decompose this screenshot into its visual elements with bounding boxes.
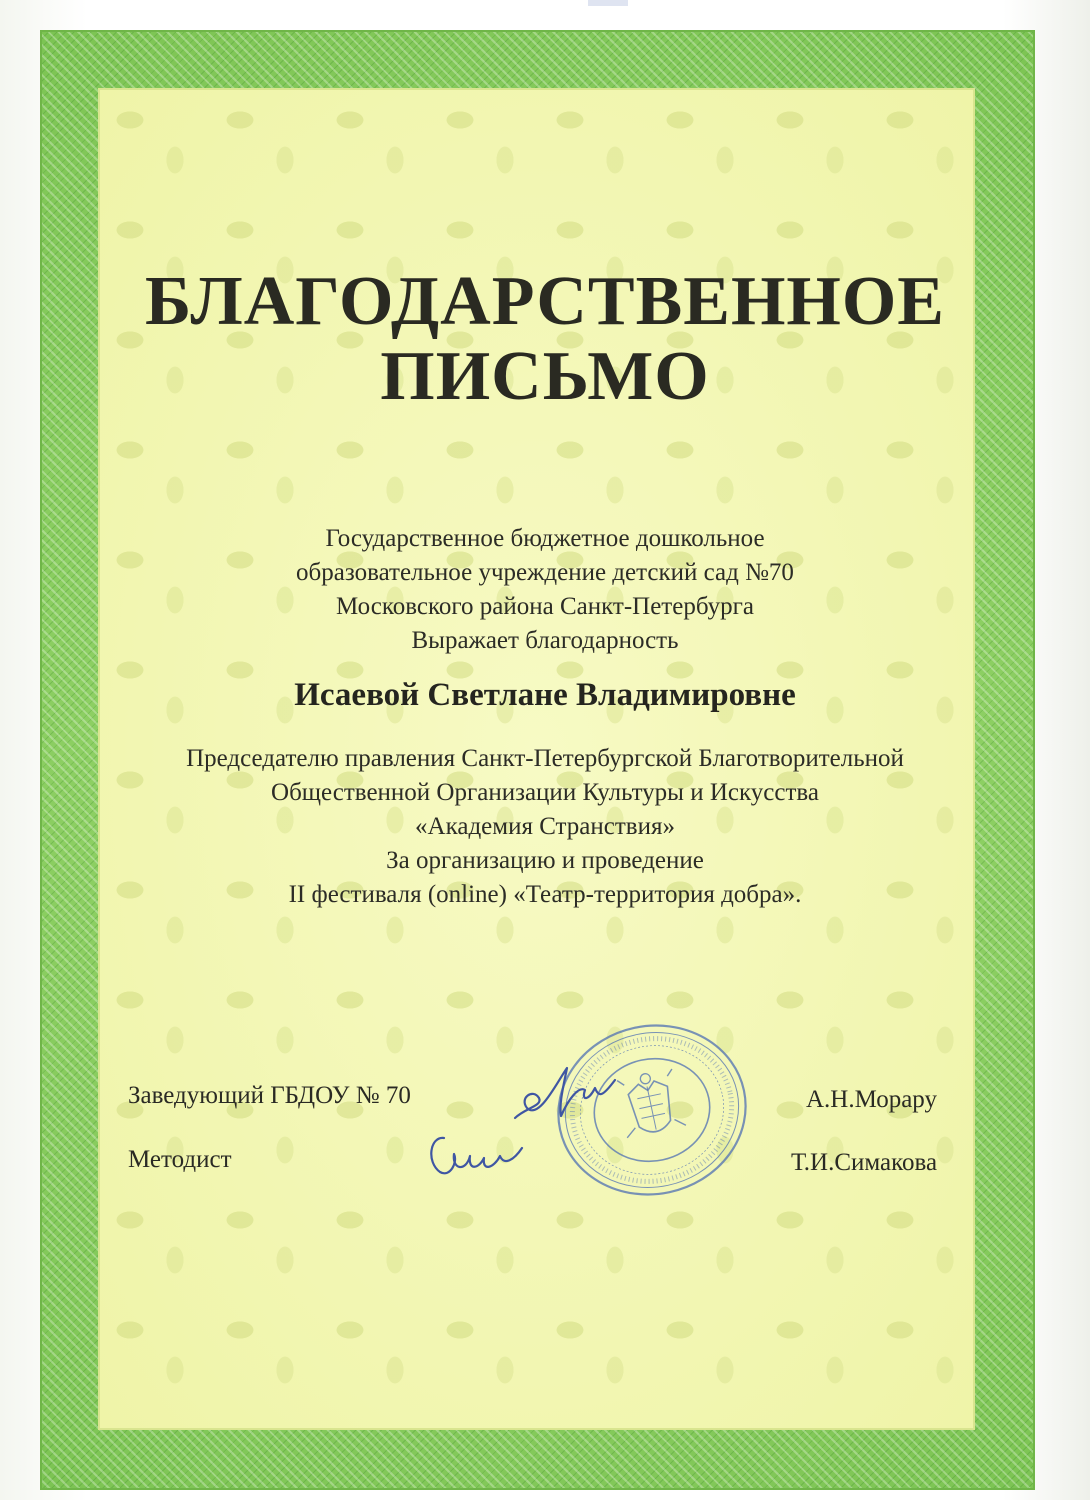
methodist-signatory-name: Т.И.Симакова xyxy=(791,1149,938,1176)
organization-line: Государственное бюджетное дошкольное xyxy=(325,525,765,552)
body-line: За организацию и проведение xyxy=(386,847,704,874)
scan-mark xyxy=(588,0,628,6)
methodist-position-label: Методист xyxy=(128,1146,232,1173)
organization-line: Московского района Санкт-Петербурга xyxy=(336,593,754,620)
body-line: Председателю правления Санкт-Петербургской Благотворительной xyxy=(186,745,904,772)
organization-line: образовательное учреждение детский сад №70 xyxy=(296,559,794,586)
head-position-label: Заведующий ГБДОУ № 70 xyxy=(128,1082,411,1109)
recipient-name: Исаевой Светлане Владимировне xyxy=(294,677,796,713)
body-line: «Академия Странствия» xyxy=(415,813,675,840)
gratitude-line: Выражает благодарность xyxy=(411,627,679,654)
methodist-signature xyxy=(418,1118,538,1188)
body-line: II фестиваля (online) «Театр-территория добра». xyxy=(288,881,802,908)
certificate-title-line-1: БЛАГОДАРСТВЕННОЕ xyxy=(145,263,945,340)
body-line: Общественной Организации Культуры и Искусства xyxy=(271,779,819,806)
certificate-title-line-2: ПИСЬМО xyxy=(380,338,710,415)
head-signatory-name: А.Н.Морару xyxy=(806,1086,937,1113)
